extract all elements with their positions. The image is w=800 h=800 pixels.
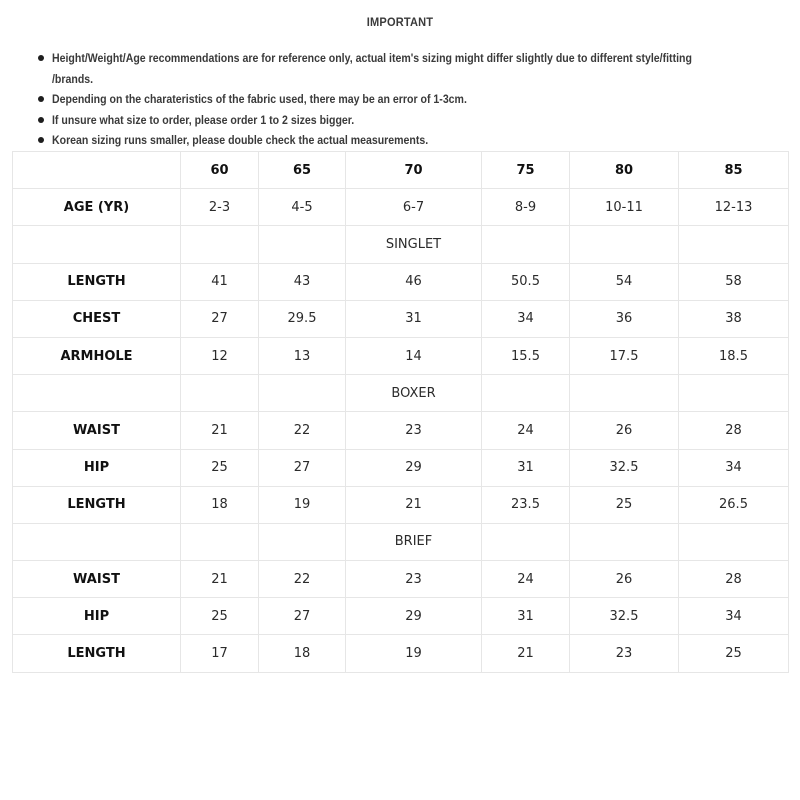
size-header-cell: 60 [181, 152, 259, 189]
row-label: AGE (YR) [13, 189, 181, 226]
notice-text: Depending on the charateristics of the fabric used, there may be an error of 1-3cm. [52, 92, 467, 106]
table-cell: 17.5 [570, 337, 679, 374]
size-header-cell: 75 [482, 152, 570, 189]
notice-title: IMPORTANT [366, 15, 434, 29]
table-cell: 21 [482, 635, 570, 672]
table-cell: 22 [259, 561, 346, 598]
table-cell: 31 [482, 449, 570, 486]
notice-item [36, 130, 796, 151]
notice-item [36, 48, 796, 89]
section-row-boxer [13, 375, 789, 412]
table-cell: 31 [346, 300, 482, 337]
table-cell: 29.5 [259, 300, 346, 337]
table-cell: 27 [181, 300, 259, 337]
notice-text: If unsure what size to order, please order 1 to 2 sizes bigger. [52, 112, 355, 127]
empty-cell [181, 226, 259, 263]
row-label: ARMHOLE [13, 337, 181, 374]
empty-cell [259, 523, 346, 560]
table-cell: 38 [679, 300, 789, 337]
table-cell: 17 [181, 635, 259, 672]
table-cell: 41 [181, 263, 259, 300]
table-row [13, 337, 789, 374]
size-header-cell: 80 [570, 152, 679, 189]
table-cell: 13 [259, 337, 346, 374]
empty-cell [13, 375, 181, 412]
size-header-cell: 70 [346, 152, 482, 189]
row-label: WAIST [13, 412, 181, 449]
table-row [13, 635, 789, 672]
bullet-icon [38, 55, 44, 61]
table-cell: 18.5 [679, 337, 789, 374]
table-cell: 43 [259, 263, 346, 300]
row-label: LENGTH [13, 263, 181, 300]
table-row [13, 598, 789, 635]
notice-text-continued: /brands. [52, 71, 94, 86]
empty-cell [482, 523, 570, 560]
bullet-icon [38, 96, 44, 102]
section-row-singlet [13, 226, 789, 263]
bullet-icon [38, 117, 44, 123]
table-cell: 12-13 [679, 189, 789, 226]
table-cell: 26 [570, 561, 679, 598]
table-row [13, 300, 789, 337]
size-header-cell: 65 [259, 152, 346, 189]
table-cell: 58 [679, 263, 789, 300]
table-cell: 23 [346, 412, 482, 449]
empty-cell [679, 375, 789, 412]
empty-cell [181, 523, 259, 560]
table-cell: 32.5 [570, 449, 679, 486]
empty-cell [482, 226, 570, 263]
table-cell: 24 [482, 412, 570, 449]
empty-cell [679, 523, 789, 560]
table-cell: 34 [679, 449, 789, 486]
table-cell: 28 [679, 412, 789, 449]
empty-cell [679, 226, 789, 263]
table-cell: 23 [346, 561, 482, 598]
table-cell: 36 [570, 300, 679, 337]
table-cell: 27 [259, 598, 346, 635]
table-cell: 23.5 [482, 486, 570, 523]
table-cell: 8-9 [482, 189, 570, 226]
table-cell: 25 [570, 486, 679, 523]
table-cell: 50.5 [482, 263, 570, 300]
size-chart-body [13, 152, 789, 673]
empty-cell [181, 375, 259, 412]
empty-cell [570, 523, 679, 560]
table-cell: 34 [482, 300, 570, 337]
table-cell: 24 [482, 561, 570, 598]
table-cell: 54 [570, 263, 679, 300]
bullet-icon [38, 137, 44, 143]
table-cell: 25 [679, 635, 789, 672]
section-label: BRIEF [346, 523, 482, 560]
table-cell: 25 [181, 449, 259, 486]
empty-cell [13, 226, 181, 263]
table-cell: 32.5 [570, 598, 679, 635]
table-cell: 23 [570, 635, 679, 672]
empty-cell [13, 523, 181, 560]
row-label: HIP [13, 449, 181, 486]
table-row [13, 263, 789, 300]
section-label: BOXER [346, 375, 482, 412]
table-cell: 22 [259, 412, 346, 449]
empty-cell [259, 375, 346, 412]
empty-cell [570, 375, 679, 412]
size-header-cell: 85 [679, 152, 789, 189]
notice-item [36, 89, 796, 110]
table-cell: 21 [181, 561, 259, 598]
table-cell: 18 [181, 486, 259, 523]
empty-cell [570, 226, 679, 263]
notice-text: Korean sizing runs smaller, please double check the actual measurements. [52, 133, 429, 147]
table-cell: 6-7 [346, 189, 482, 226]
size-chart-table [12, 151, 789, 673]
table-cell: 4-5 [259, 189, 346, 226]
notice-item [36, 110, 796, 131]
section-row-brief [13, 523, 789, 560]
table-cell: 31 [482, 598, 570, 635]
table-row [13, 561, 789, 598]
table-cell: 28 [679, 561, 789, 598]
corner-cell [13, 152, 181, 189]
table-cell: 29 [346, 449, 482, 486]
table-cell: 14 [346, 337, 482, 374]
table-cell: 18 [259, 635, 346, 672]
size-header-row [13, 152, 789, 189]
row-label: CHEST [13, 300, 181, 337]
empty-cell [482, 375, 570, 412]
table-cell: 21 [346, 486, 482, 523]
table-cell: 15.5 [482, 337, 570, 374]
table-row [13, 486, 789, 523]
notice-text: Height/Weight/Age recommendations are for reference only, actual item's sizing might differ slightly due to different style/fitting [52, 51, 692, 65]
row-label: WAIST [13, 561, 181, 598]
table-cell: 12 [181, 337, 259, 374]
notice-list [36, 48, 796, 151]
section-label: SINGLET [346, 226, 482, 263]
row-label: LENGTH [13, 635, 181, 672]
table-cell: 26.5 [679, 486, 789, 523]
table-cell: 2-3 [181, 189, 259, 226]
table-cell: 34 [679, 598, 789, 635]
table-cell: 19 [346, 635, 482, 672]
age-row [13, 189, 789, 226]
table-cell: 26 [570, 412, 679, 449]
empty-cell [259, 226, 346, 263]
row-label: LENGTH [13, 486, 181, 523]
table-cell: 25 [181, 598, 259, 635]
row-label: HIP [13, 598, 181, 635]
table-cell: 29 [346, 598, 482, 635]
table-cell: 27 [259, 449, 346, 486]
table-row [13, 412, 789, 449]
table-cell: 10-11 [570, 189, 679, 226]
table-cell: 46 [346, 263, 482, 300]
table-cell: 19 [259, 486, 346, 523]
table-cell: 21 [181, 412, 259, 449]
table-row [13, 449, 789, 486]
